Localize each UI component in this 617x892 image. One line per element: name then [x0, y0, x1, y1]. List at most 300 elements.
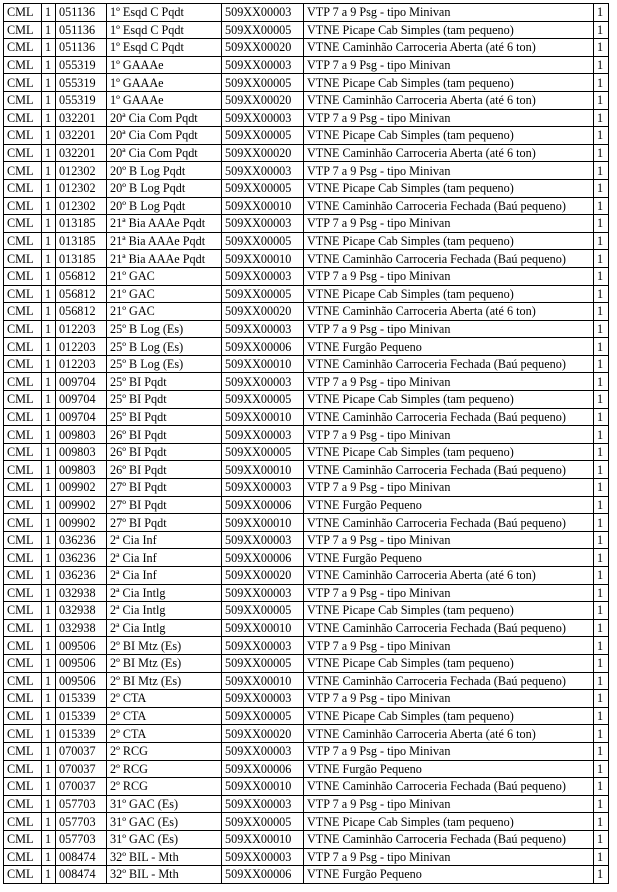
vehicle-type-cell: VTNE Furgão Pequeno — [304, 338, 594, 356]
quantity-cell: 1 — [42, 250, 56, 268]
unit-name-cell: 2º CTA — [107, 707, 222, 725]
vehicle-type-cell: VTNE Caminhão Carroceria Aberta (até 6 ton) — [304, 725, 594, 743]
count-cell: 1 — [594, 373, 609, 391]
unit-code-cell: 009902 — [56, 479, 107, 497]
quantity-cell: 1 — [42, 496, 56, 514]
item-code-cell: 509XX00005 — [222, 391, 304, 409]
table-row — [4, 127, 609, 145]
table-row — [4, 267, 609, 285]
unit-name-cell: 20º B Log Pqdt — [107, 197, 222, 215]
quantity-cell: 1 — [42, 514, 56, 532]
table-row — [4, 742, 609, 760]
command-cell: CML — [4, 602, 42, 620]
count-cell: 1 — [594, 56, 609, 74]
count-cell: 1 — [594, 408, 609, 426]
table-row — [4, 830, 609, 848]
quantity-cell: 1 — [42, 109, 56, 127]
command-cell: CML — [4, 778, 42, 796]
unit-code-cell: 009704 — [56, 391, 107, 409]
table-row — [4, 391, 609, 409]
quantity-cell: 1 — [42, 267, 56, 285]
quantity-cell: 1 — [42, 619, 56, 637]
unit-name-cell: 21ª Bia AAAe Pqdt — [107, 215, 222, 233]
count-cell: 1 — [594, 39, 609, 57]
count-cell: 1 — [594, 654, 609, 672]
unit-code-cell: 009704 — [56, 373, 107, 391]
vehicle-type-cell: VTP 7 a 9 Psg - tipo Minivan — [304, 162, 594, 180]
quantity-cell: 1 — [42, 408, 56, 426]
unit-code-cell: 013185 — [56, 250, 107, 268]
count-cell: 1 — [594, 584, 609, 602]
quantity-cell: 1 — [42, 197, 56, 215]
count-cell: 1 — [594, 303, 609, 321]
vehicle-type-cell: VTNE Caminhão Carroceria Aberta (até 6 ton) — [304, 144, 594, 162]
unit-code-cell: 009506 — [56, 654, 107, 672]
table-row — [4, 338, 609, 356]
count-cell: 1 — [594, 725, 609, 743]
quantity-cell: 1 — [42, 338, 56, 356]
quantity-cell: 1 — [42, 461, 56, 479]
command-cell: CML — [4, 215, 42, 233]
count-cell: 1 — [594, 179, 609, 197]
unit-code-cell: 009902 — [56, 514, 107, 532]
command-cell: CML — [4, 56, 42, 74]
unit-code-cell: 051136 — [56, 4, 107, 22]
unit-name-cell: 25º BI Pqdt — [107, 373, 222, 391]
item-code-cell: 509XX00005 — [222, 813, 304, 831]
count-cell: 1 — [594, 267, 609, 285]
table-row — [4, 303, 609, 321]
item-code-cell: 509XX00005 — [222, 179, 304, 197]
quantity-cell: 1 — [42, 848, 56, 866]
item-code-cell: 509XX00003 — [222, 109, 304, 127]
unit-name-cell: 20º B Log Pqdt — [107, 179, 222, 197]
unit-code-cell: 009803 — [56, 443, 107, 461]
vehicle-type-cell: VTP 7 a 9 Psg - tipo Minivan — [304, 373, 594, 391]
command-cell: CML — [4, 109, 42, 127]
vehicle-type-cell: VTNE Picape Cab Simples (tam pequeno) — [304, 443, 594, 461]
table-body — [4, 4, 609, 884]
quantity-cell: 1 — [42, 21, 56, 39]
count-cell: 1 — [594, 848, 609, 866]
table-row — [4, 39, 609, 57]
unit-code-cell: 056812 — [56, 303, 107, 321]
item-code-cell: 509XX00006 — [222, 496, 304, 514]
item-code-cell: 509XX00003 — [222, 531, 304, 549]
quantity-cell: 1 — [42, 830, 56, 848]
item-code-cell: 509XX00020 — [222, 91, 304, 109]
item-code-cell: 509XX00003 — [222, 479, 304, 497]
unit-code-cell: 070037 — [56, 742, 107, 760]
unit-code-cell: 032201 — [56, 109, 107, 127]
vehicle-type-cell: VTP 7 a 9 Psg - tipo Minivan — [304, 426, 594, 444]
vehicle-type-cell: VTNE Picape Cab Simples (tam pequeno) — [304, 707, 594, 725]
unit-name-cell: 21º GAC — [107, 285, 222, 303]
item-code-cell: 509XX00003 — [222, 637, 304, 655]
command-cell: CML — [4, 654, 42, 672]
command-cell: CML — [4, 461, 42, 479]
quantity-cell: 1 — [42, 144, 56, 162]
unit-code-cell: 036236 — [56, 567, 107, 585]
vehicle-type-cell: VTNE Furgão Pequeno — [304, 866, 594, 884]
quantity-cell: 1 — [42, 742, 56, 760]
table-row — [4, 144, 609, 162]
table-row — [4, 619, 609, 637]
table-row — [4, 21, 609, 39]
item-code-cell: 509XX00010 — [222, 672, 304, 690]
command-cell: CML — [4, 443, 42, 461]
quantity-cell: 1 — [42, 637, 56, 655]
unit-code-cell: 008474 — [56, 848, 107, 866]
quantity-cell: 1 — [42, 232, 56, 250]
command-cell: CML — [4, 373, 42, 391]
unit-name-cell: 2ª Cia Intlg — [107, 619, 222, 637]
unit-name-cell: 2º BI Mtz (Es) — [107, 672, 222, 690]
count-cell: 1 — [594, 707, 609, 725]
unit-code-cell: 012302 — [56, 162, 107, 180]
unit-name-cell: 25º B Log (Es) — [107, 355, 222, 373]
count-cell: 1 — [594, 197, 609, 215]
table-row — [4, 355, 609, 373]
quantity-cell: 1 — [42, 355, 56, 373]
command-cell: CML — [4, 584, 42, 602]
count-cell: 1 — [594, 109, 609, 127]
command-cell: CML — [4, 637, 42, 655]
vehicle-type-cell: VTP 7 a 9 Psg - tipo Minivan — [304, 320, 594, 338]
command-cell: CML — [4, 232, 42, 250]
table-row — [4, 74, 609, 92]
table-row — [4, 567, 609, 585]
unit-name-cell: 2º CTA — [107, 690, 222, 708]
vehicle-type-cell: VTNE Caminhão Carroceria Fechada (Baú pequeno) — [304, 250, 594, 268]
command-cell: CML — [4, 74, 42, 92]
vehicle-type-cell: VTNE Furgão Pequeno — [304, 549, 594, 567]
command-cell: CML — [4, 39, 42, 57]
item-code-cell: 509XX00005 — [222, 285, 304, 303]
table-row — [4, 866, 609, 884]
count-cell: 1 — [594, 250, 609, 268]
unit-name-cell: 26º BI Pqdt — [107, 426, 222, 444]
table-row — [4, 479, 609, 497]
command-cell: CML — [4, 391, 42, 409]
table-row — [4, 373, 609, 391]
quantity-cell: 1 — [42, 303, 56, 321]
item-code-cell: 509XX00010 — [222, 355, 304, 373]
table-row — [4, 602, 609, 620]
count-cell: 1 — [594, 567, 609, 585]
vehicle-type-cell: VTP 7 a 9 Psg - tipo Minivan — [304, 215, 594, 233]
quantity-cell: 1 — [42, 162, 56, 180]
unit-code-cell: 056812 — [56, 267, 107, 285]
table-row — [4, 56, 609, 74]
vehicle-type-cell: VTP 7 a 9 Psg - tipo Minivan — [304, 742, 594, 760]
command-cell: CML — [4, 760, 42, 778]
unit-code-cell: 012302 — [56, 197, 107, 215]
command-cell: CML — [4, 848, 42, 866]
table-row — [4, 654, 609, 672]
quantity-cell: 1 — [42, 672, 56, 690]
unit-code-cell: 057703 — [56, 813, 107, 831]
item-code-cell: 509XX00020 — [222, 39, 304, 57]
command-cell: CML — [4, 355, 42, 373]
table-row — [4, 531, 609, 549]
table-row — [4, 408, 609, 426]
quantity-cell: 1 — [42, 56, 56, 74]
command-cell: CML — [4, 91, 42, 109]
unit-code-cell: 036236 — [56, 531, 107, 549]
count-cell: 1 — [594, 619, 609, 637]
command-cell: CML — [4, 707, 42, 725]
quantity-cell: 1 — [42, 179, 56, 197]
unit-name-cell: 2ª Cia Intlg — [107, 584, 222, 602]
unit-code-cell: 009902 — [56, 496, 107, 514]
vehicle-type-cell: VTNE Caminhão Carroceria Aberta (até 6 ton) — [304, 91, 594, 109]
vehicle-type-cell: VTNE Picape Cab Simples (tam pequeno) — [304, 602, 594, 620]
unit-code-cell: 051136 — [56, 39, 107, 57]
unit-name-cell: 20ª Cia Com Pqdt — [107, 127, 222, 145]
count-cell: 1 — [594, 830, 609, 848]
vehicle-type-cell: VTNE Caminhão Carroceria Fechada (Baú pequeno) — [304, 461, 594, 479]
quantity-cell: 1 — [42, 373, 56, 391]
command-cell: CML — [4, 320, 42, 338]
quantity-cell: 1 — [42, 426, 56, 444]
unit-code-cell: 036236 — [56, 549, 107, 567]
count-cell: 1 — [594, 127, 609, 145]
count-cell: 1 — [594, 443, 609, 461]
command-cell: CML — [4, 567, 42, 585]
command-cell: CML — [4, 549, 42, 567]
command-cell: CML — [4, 830, 42, 848]
count-cell: 1 — [594, 74, 609, 92]
unit-name-cell: 1º GAAAe — [107, 74, 222, 92]
unit-code-cell: 032938 — [56, 584, 107, 602]
unit-name-cell: 25º B Log (Es) — [107, 338, 222, 356]
item-code-cell: 509XX00010 — [222, 250, 304, 268]
count-cell: 1 — [594, 496, 609, 514]
quantity-cell: 1 — [42, 567, 56, 585]
command-cell: CML — [4, 619, 42, 637]
command-cell: CML — [4, 408, 42, 426]
command-cell: CML — [4, 338, 42, 356]
command-cell: CML — [4, 303, 42, 321]
unit-name-cell: 2º RCG — [107, 742, 222, 760]
item-code-cell: 509XX00020 — [222, 303, 304, 321]
quantity-cell: 1 — [42, 4, 56, 22]
unit-code-cell: 070037 — [56, 760, 107, 778]
vehicle-type-cell: VTNE Caminhão Carroceria Aberta (até 6 ton) — [304, 303, 594, 321]
item-code-cell: 509XX00003 — [222, 320, 304, 338]
unit-name-cell: 20ª Cia Com Pqdt — [107, 144, 222, 162]
vehicle-allocation-table — [3, 3, 609, 884]
unit-code-cell: 009803 — [56, 461, 107, 479]
item-code-cell: 509XX00003 — [222, 690, 304, 708]
vehicle-type-cell: VTNE Caminhão Carroceria Fechada (Baú pequeno) — [304, 408, 594, 426]
vehicle-type-cell: VTNE Caminhão Carroceria Fechada (Baú pequeno) — [304, 830, 594, 848]
item-code-cell: 509XX00006 — [222, 760, 304, 778]
vehicle-type-cell: VTNE Furgão Pequeno — [304, 760, 594, 778]
unit-code-cell: 032201 — [56, 127, 107, 145]
table-row — [4, 795, 609, 813]
table-row — [4, 197, 609, 215]
count-cell: 1 — [594, 21, 609, 39]
count-cell: 1 — [594, 391, 609, 409]
unit-code-cell: 009506 — [56, 637, 107, 655]
command-cell: CML — [4, 672, 42, 690]
vehicle-type-cell: VTNE Caminhão Carroceria Fechada (Baú pequeno) — [304, 355, 594, 373]
item-code-cell: 509XX00003 — [222, 162, 304, 180]
command-cell: CML — [4, 514, 42, 532]
count-cell: 1 — [594, 742, 609, 760]
item-code-cell: 509XX00005 — [222, 21, 304, 39]
quantity-cell: 1 — [42, 760, 56, 778]
unit-name-cell: 2ª Cia Inf — [107, 567, 222, 585]
vehicle-type-cell: VTNE Picape Cab Simples (tam pequeno) — [304, 654, 594, 672]
table-row — [4, 215, 609, 233]
quantity-cell: 1 — [42, 707, 56, 725]
quantity-cell: 1 — [42, 813, 56, 831]
item-code-cell: 509XX00005 — [222, 707, 304, 725]
item-code-cell: 509XX00006 — [222, 866, 304, 884]
item-code-cell: 509XX00003 — [222, 795, 304, 813]
unit-name-cell: 21º GAC — [107, 267, 222, 285]
vehicle-type-cell: VTNE Caminhão Carroceria Fechada (Baú pequeno) — [304, 197, 594, 215]
unit-code-cell: 056812 — [56, 285, 107, 303]
unit-name-cell: 21ª Bia AAAe Pqdt — [107, 232, 222, 250]
item-code-cell: 509XX00003 — [222, 215, 304, 233]
unit-code-cell: 055319 — [56, 74, 107, 92]
item-code-cell: 509XX00003 — [222, 56, 304, 74]
table-row — [4, 584, 609, 602]
unit-name-cell: 2º CTA — [107, 725, 222, 743]
count-cell: 1 — [594, 461, 609, 479]
unit-code-cell: 012302 — [56, 179, 107, 197]
item-code-cell: 509XX00003 — [222, 426, 304, 444]
table-row — [4, 250, 609, 268]
vehicle-type-cell: VTP 7 a 9 Psg - tipo Minivan — [304, 109, 594, 127]
quantity-cell: 1 — [42, 602, 56, 620]
vehicle-type-cell: VTNE Picape Cab Simples (tam pequeno) — [304, 232, 594, 250]
quantity-cell: 1 — [42, 795, 56, 813]
vehicle-type-cell: VTNE Picape Cab Simples (tam pequeno) — [304, 127, 594, 145]
command-cell: CML — [4, 479, 42, 497]
unit-name-cell: 1º GAAAe — [107, 91, 222, 109]
count-cell: 1 — [594, 215, 609, 233]
count-cell: 1 — [594, 479, 609, 497]
item-code-cell: 509XX00003 — [222, 742, 304, 760]
unit-name-cell: 26º BI Pqdt — [107, 443, 222, 461]
vehicle-type-cell: VTNE Caminhão Carroceria Fechada (Baú pequeno) — [304, 672, 594, 690]
vehicle-type-cell: VTP 7 a 9 Psg - tipo Minivan — [304, 690, 594, 708]
vehicle-type-cell: VTNE Caminhão Carroceria Fechada (Baú pequeno) — [304, 619, 594, 637]
unit-name-cell: 2º RCG — [107, 778, 222, 796]
unit-code-cell: 009803 — [56, 426, 107, 444]
vehicle-type-cell: VTNE Caminhão Carroceria Fechada (Baú pequeno) — [304, 778, 594, 796]
table-row — [4, 760, 609, 778]
unit-code-cell: 015339 — [56, 707, 107, 725]
count-cell: 1 — [594, 144, 609, 162]
table-row — [4, 637, 609, 655]
unit-code-cell: 015339 — [56, 725, 107, 743]
count-cell: 1 — [594, 760, 609, 778]
unit-code-cell: 012203 — [56, 355, 107, 373]
table-row — [4, 285, 609, 303]
item-code-cell: 509XX00010 — [222, 197, 304, 215]
quantity-cell: 1 — [42, 39, 56, 57]
vehicle-type-cell: VTP 7 a 9 Psg - tipo Minivan — [304, 4, 594, 22]
quantity-cell: 1 — [42, 215, 56, 233]
command-cell: CML — [4, 285, 42, 303]
vehicle-type-cell: VTNE Picape Cab Simples (tam pequeno) — [304, 391, 594, 409]
vehicle-type-cell: VTP 7 a 9 Psg - tipo Minivan — [304, 848, 594, 866]
count-cell: 1 — [594, 320, 609, 338]
command-cell: CML — [4, 197, 42, 215]
quantity-cell: 1 — [42, 531, 56, 549]
table-row — [4, 426, 609, 444]
unit-code-cell: 055319 — [56, 91, 107, 109]
unit-name-cell: 20ª Cia Com Pqdt — [107, 109, 222, 127]
vehicle-type-cell: VTP 7 a 9 Psg - tipo Minivan — [304, 531, 594, 549]
unit-code-cell: 012203 — [56, 338, 107, 356]
quantity-cell: 1 — [42, 479, 56, 497]
table-row — [4, 4, 609, 22]
command-cell: CML — [4, 144, 42, 162]
count-cell: 1 — [594, 91, 609, 109]
command-cell: CML — [4, 162, 42, 180]
item-code-cell: 509XX00020 — [222, 725, 304, 743]
unit-name-cell: 32º BIL - Mth — [107, 866, 222, 884]
item-code-cell: 509XX00003 — [222, 584, 304, 602]
unit-code-cell: 057703 — [56, 830, 107, 848]
item-code-cell: 509XX00020 — [222, 144, 304, 162]
item-code-cell: 509XX00010 — [222, 408, 304, 426]
count-cell: 1 — [594, 795, 609, 813]
unit-name-cell: 2ª Cia Inf — [107, 549, 222, 567]
unit-name-cell: 1º Esqd C Pqdt — [107, 4, 222, 22]
quantity-cell: 1 — [42, 391, 56, 409]
item-code-cell: 509XX00010 — [222, 778, 304, 796]
command-cell: CML — [4, 866, 42, 884]
unit-name-cell: 25º BI Pqdt — [107, 408, 222, 426]
count-cell: 1 — [594, 285, 609, 303]
count-cell: 1 — [594, 866, 609, 884]
unit-name-cell: 21ª Bia AAAe Pqdt — [107, 250, 222, 268]
quantity-cell: 1 — [42, 725, 56, 743]
quantity-cell: 1 — [42, 74, 56, 92]
command-cell: CML — [4, 21, 42, 39]
count-cell: 1 — [594, 338, 609, 356]
table-row — [4, 461, 609, 479]
unit-code-cell: 055319 — [56, 56, 107, 74]
unit-code-cell: 032201 — [56, 144, 107, 162]
count-cell: 1 — [594, 4, 609, 22]
unit-code-cell: 015339 — [56, 690, 107, 708]
unit-code-cell: 051136 — [56, 21, 107, 39]
unit-code-cell: 012203 — [56, 320, 107, 338]
table-row — [4, 109, 609, 127]
table-row — [4, 690, 609, 708]
item-code-cell: 509XX00003 — [222, 848, 304, 866]
vehicle-type-cell: VTP 7 a 9 Psg - tipo Minivan — [304, 479, 594, 497]
unit-name-cell: 25º BI Pqdt — [107, 391, 222, 409]
unit-name-cell: 32º BIL - Mth — [107, 848, 222, 866]
unit-name-cell: 31º GAC (Es) — [107, 795, 222, 813]
quantity-cell: 1 — [42, 127, 56, 145]
command-cell: CML — [4, 250, 42, 268]
quantity-cell: 1 — [42, 654, 56, 672]
unit-name-cell: 2º BI Mtz (Es) — [107, 654, 222, 672]
unit-code-cell: 057703 — [56, 795, 107, 813]
count-cell: 1 — [594, 602, 609, 620]
